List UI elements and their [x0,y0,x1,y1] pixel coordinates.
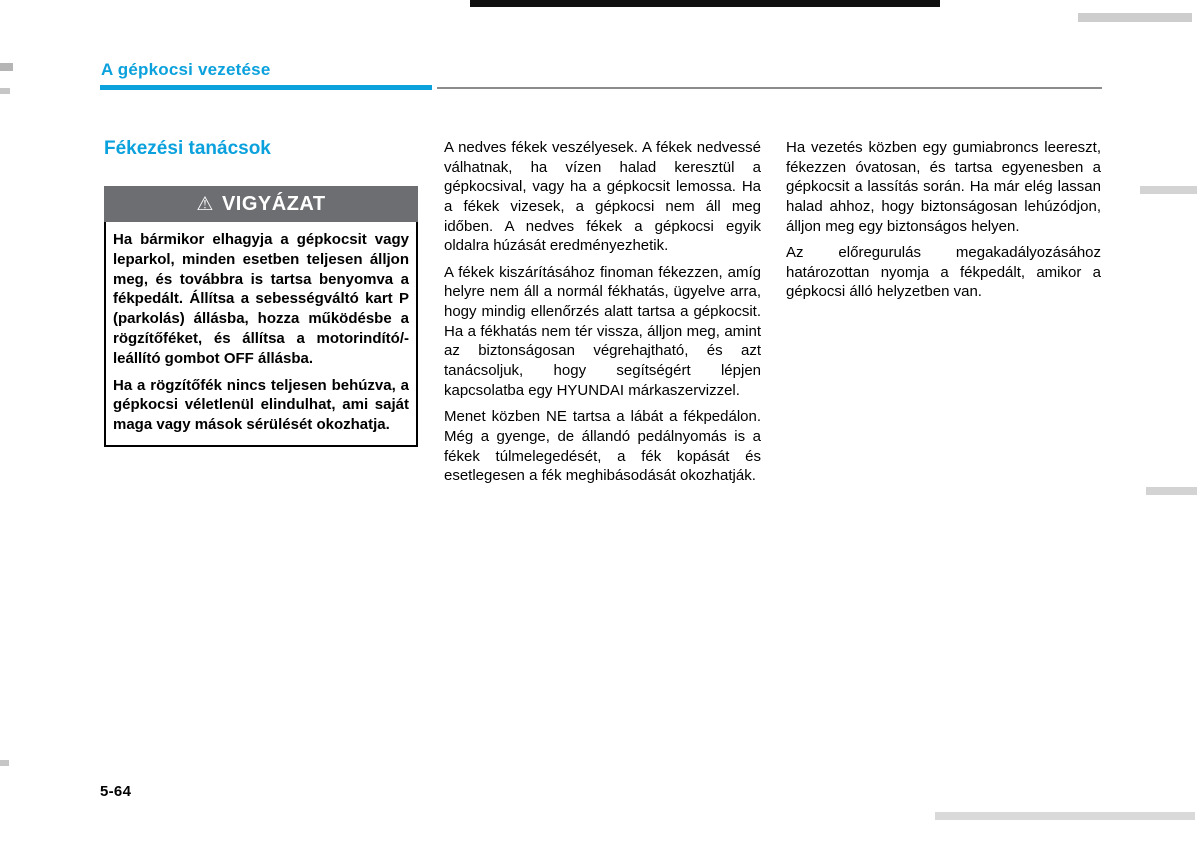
warning-paragraph: Ha bármikor elhagyja a gépkocsit vagy leparkol, minden esetben teljesen álljon meg, és továbbra is tartsa benyomva a fékpedált. Állítsa a sebességváltó kart P (parkolás) állásba, hozza működésbe a rögzítőféket, és állítsa a motorindító/-leállító gombot OFF állásba. [113,231,409,367]
body-paragraph: Ha vezetés közben egy gumiabroncs leereszt, fékezzen óvatosan, és tartsa egyenesben a gépkocsit a lassítás során. Ha már elég lassan halad ahhoz, hogy biztonságosan lehúzódjon, álljon meg egy biztonságos helyen. [786,139,1101,235]
chapter-title: A gépkocsi vezetése [101,60,271,79]
warning-body [104,222,418,447]
section-title: Fékezési tanácsok [104,138,271,159]
scan-artifact [1140,186,1197,194]
scan-artifact [0,63,13,71]
warning-box [104,186,418,447]
body-paragraph: A fékek kiszárításához finoman fékezzen, amíg helyre nem áll a normál fékhatás, ügyelve arra, hogy mindig ellenőrzés alatt tartsa a gépkocsit. Ha a fékhatás nem tér vissza, álljon meg, amint az biztonságosan végrehajtható, és azt tanácsoljuk, hogy segítségért lépjen kapcsolatba egy HYUNDAI márkaszervizzel. [444,263,761,399]
header-rule-blue [100,85,432,90]
warning-header [104,186,418,222]
redaction-bar [470,0,940,7]
body-paragraph: Az előregurulás megakadályozásához határozottan nyomja a fékpedált, amikor a gépkocsi álló helyzetben van. [786,244,1101,301]
warning-title: VIGYÁZAT [221,192,326,215]
scan-artifact [1078,13,1192,22]
scan-artifact [0,88,10,94]
warning-paragraph: Ha a rögzítőfék nincs teljesen behúzva, a gépkocsi véletlenül elindulhat, ami saját maga vagy mások sérülését okozhatja. [113,376,409,434]
header-rule-gray [437,87,1102,89]
scan-artifact [0,760,9,766]
scan-artifact [935,812,1195,820]
right-column [786,138,1101,309]
body-paragraph: Menet közben NE tartsa a lábát a fékpedálon. Még a gyenge, de állandó pedálnyomás is a fékek túlmelegedését, a fék kopását és esetlegesen a fék meghibásodását okozhatják. [444,408,761,485]
body-paragraph: A nedves fékek veszélyesek. A fékek nedvessé válhatnak, ha vízen halad keresztül a gépkocsival, vagy ha a gépkocsit lemossa. Ha a fékek vizesek, a gépkocsi nem áll meg időben. A nedves fékek a gépkocsi egyik oldalra húzását eredményezhetik. [444,139,761,255]
scan-artifact [1146,487,1197,495]
middle-column [444,138,761,493]
page-number: 5-64 [100,783,132,800]
warning-triangle-icon: ⚠ [196,193,214,215]
